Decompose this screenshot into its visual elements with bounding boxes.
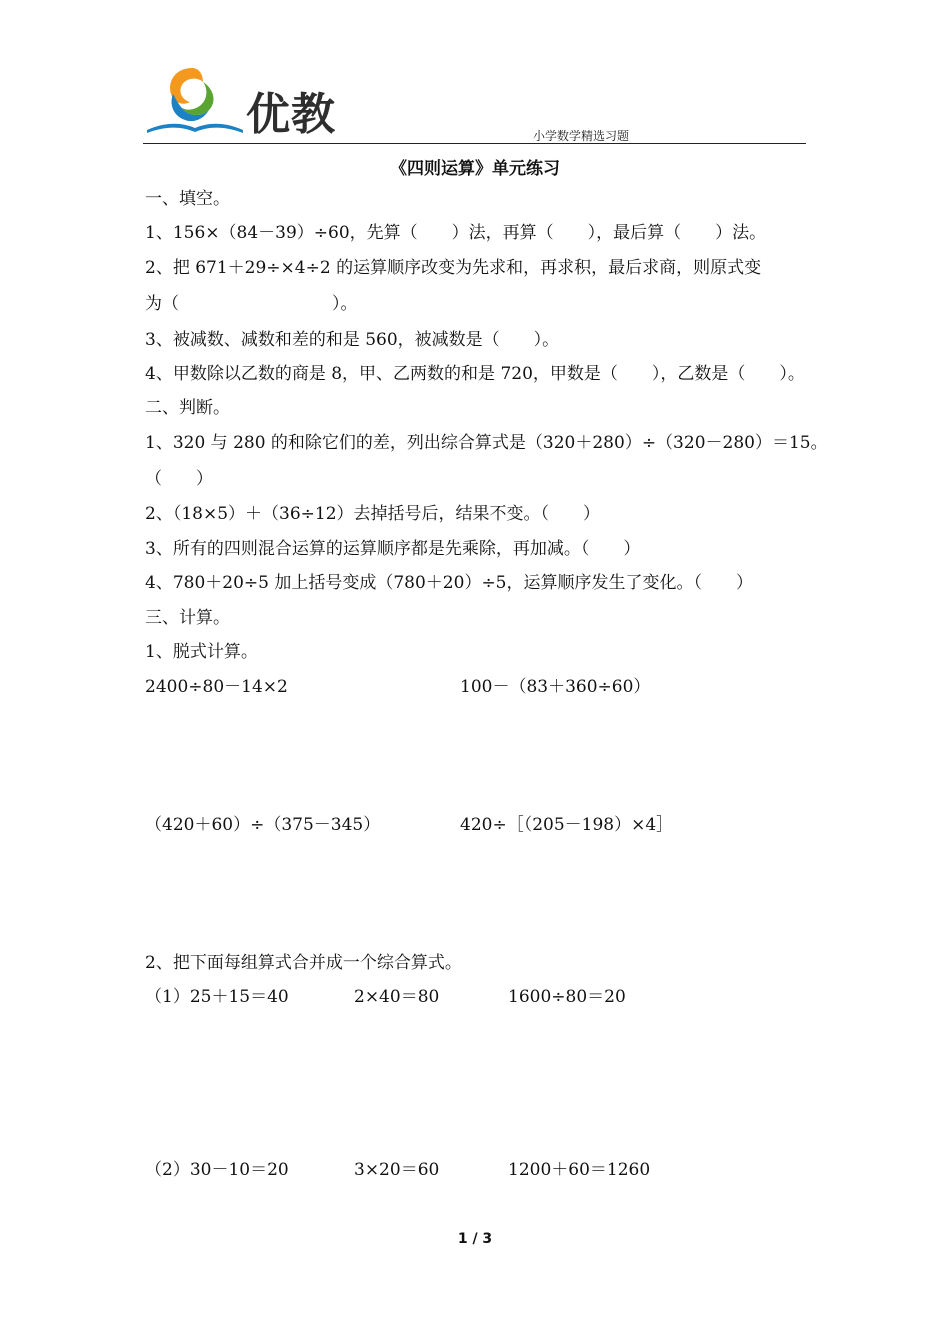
fill-question-2-line1: 2、把 671＋29÷×4÷2 的运算顺序改变为先求和，再求积，最后求商，则原式变 <box>145 258 762 278</box>
logo-emblem-icon <box>143 64 248 136</box>
document-title: 《四则运算》单元练习 <box>390 159 560 179</box>
header-divider <box>143 143 806 144</box>
calc-part1-heading: 1、脱式计算。 <box>145 642 258 662</box>
judge-question-3: 3、所有的四则混合运算的运算顺序都是先乘除，再加减。（ ） <box>145 539 641 559</box>
group2-equation-3: 1200＋60＝1260 <box>508 1160 651 1180</box>
fill-question-1: 1、156×（84－39）÷60，先算（ ）法，再算（ ），最后算（ ）法。 <box>145 223 767 243</box>
calc-expression-4: 420÷［（205－198）×4］ <box>460 815 674 835</box>
fill-question-4: 4、甲数除以乙数的商是 8，甲、乙两数的和是 720，甲数是（ ），乙数是（ ）。 <box>145 364 805 384</box>
group2-equation-2: 3×20＝60 <box>354 1160 440 1180</box>
group1-equation-2: 2×40＝80 <box>354 987 440 1007</box>
section3-heading: 三、计算。 <box>145 608 230 628</box>
logo <box>143 64 353 140</box>
header-subtitle: 小学数学精选习题 <box>533 129 630 143</box>
logo-text: 优教 <box>246 89 336 140</box>
calc-expression-2: 100－（83＋360÷60） <box>460 677 651 697</box>
page-number: 1 / 3 <box>457 1231 493 1247</box>
fill-question-3: 3、被减数、减数和差的和是 560，被减数是（ ）。 <box>145 330 560 350</box>
calc-part2-heading: 2、把下面每组算式合并成一个综合算式。 <box>145 953 462 973</box>
calc-expression-1: 2400÷80－14×2 <box>145 677 288 697</box>
group1-equation-3: 1600÷80＝20 <box>508 987 626 1007</box>
judge-question-4: 4、780＋20÷5 加上括号变成（780＋20）÷5，运算顺序发生了变化。（ ） <box>145 573 753 593</box>
fill-question-2-line2: 为（ ）。 <box>145 294 358 314</box>
section1-heading: 一、填空。 <box>145 189 230 209</box>
judge-question-1-line1: 1、320 与 280 的和除它们的差，列出综合算式是（320＋280）÷（320－280）＝15。 <box>145 433 828 453</box>
section2-heading: 二、判断。 <box>145 398 230 418</box>
group1-equation-1: （1）25＋15＝40 <box>145 987 289 1007</box>
group2-equation-1: （2）30－10＝20 <box>145 1160 289 1180</box>
judge-question-1-line2: （ ） <box>145 469 213 489</box>
calc-expression-3: （420＋60）÷（375－345） <box>145 815 381 835</box>
judge-question-2: 2、（18×5）＋（36÷12）去掉括号后，结果不变。（ ） <box>145 504 601 524</box>
